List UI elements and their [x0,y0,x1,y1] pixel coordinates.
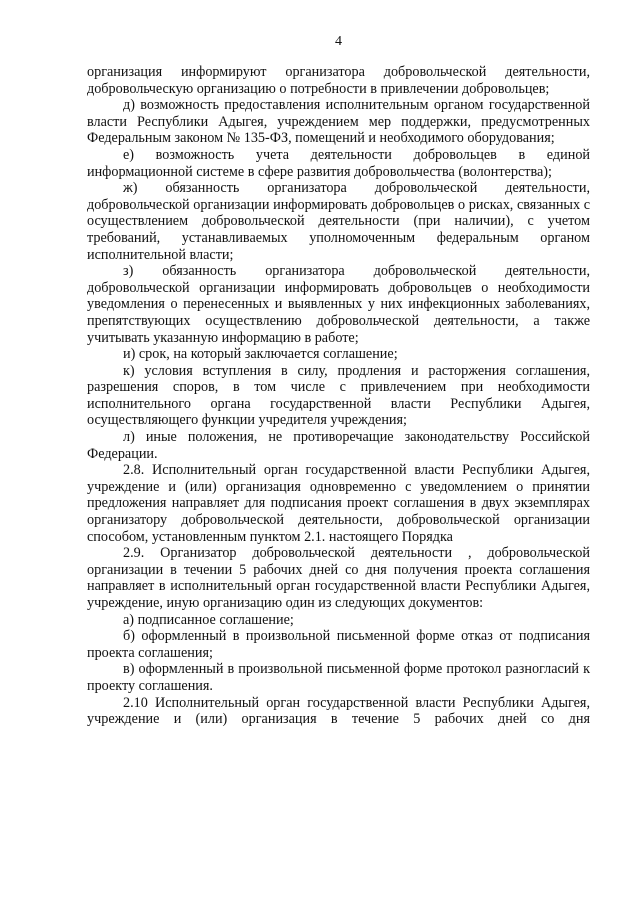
paragraph: и) срок, на который заключается соглашение; [123,346,398,363]
paragraph: к) условия вступления в силу, продления и расторжения соглашения, разрешения споров, в том числе с привлечением при необходимости исполнительного органа государственной власти Республики Адыгея, осуществляющего функции учредителя учреждения; [87,362,590,429]
paragraph: в) оформленный в произвольной письменной форме протокол разногласий к проекту соглашения. [87,661,590,694]
paragraph: б) оформленный в произвольной письменной форме отказ от подписания проекта соглашения; [87,628,590,661]
paragraph: 2.8. Исполнительный орган государственной власти Республики Адыгея, учреждение и (или) организация одновременно с уведомлением о принятии предложения направляет для подписания проект соглашения в двух экземплярах организатору добровольческой деятельности, добровольческой организации способом, установленным пунктом 2.1. настоящего Порядка [87,462,590,545]
paragraph: а) подписанное соглашение; [123,611,294,628]
paragraph: организация информируют организатора добровольческой деятельности, добровольческую организацию о потребности в привлечении добровольцев; [87,64,590,97]
paragraph: л) иные положения, не противоречащие законодательству Российской Федерации. [87,429,590,462]
paragraph: д) возможность предоставления исполнительным органом государственной власти Республики Адыгея, учреждением мер поддержки, предусмотренных Федеральным законом № 135-ФЗ, помещений и необходимого оборудования; [87,97,590,147]
paragraph: 2.9. Организатор добровольческой деятельности , добровольческой организации в течении 5 рабочих дней со дня получения проекта соглашения направляет в исполнительный орган государственной власти Республики Адыгея, учреждение, иную организацию один из следующих документов: [87,545,590,611]
paragraph: ж) обязанность организатора добровольческой деятельности, добровольческой организации информировать добровольцев о рисках, связанных с осуществлением добровольческой деятельности (при наличии), с учетом требований, устанавливаемых уполномоченным федеральным органом исполнительной власти; [87,180,590,263]
page-number: 4 [335,34,342,49]
paragraph: е) возможность учета деятельности добровольцев в единой информационной системе в сфере развития добровольчества (волонтерства); [87,146,590,180]
document-body [87,64,590,728]
paragraph: з) обязанность организатора добровольческой деятельности, добровольческой организации информировать добровольцев о необходимости уведомления о перенесенных и выявленных у них инфекционных заболеваниях, препятствующих осуществлению добровольческой деятельности, а также учитывать указанную информацию в работе; [87,263,590,346]
paragraph: 2.10 Исполнительный орган государственной власти Республики Адыгея, учреждение и (или) организация в течение 5 рабочих дней со дня [87,694,590,728]
